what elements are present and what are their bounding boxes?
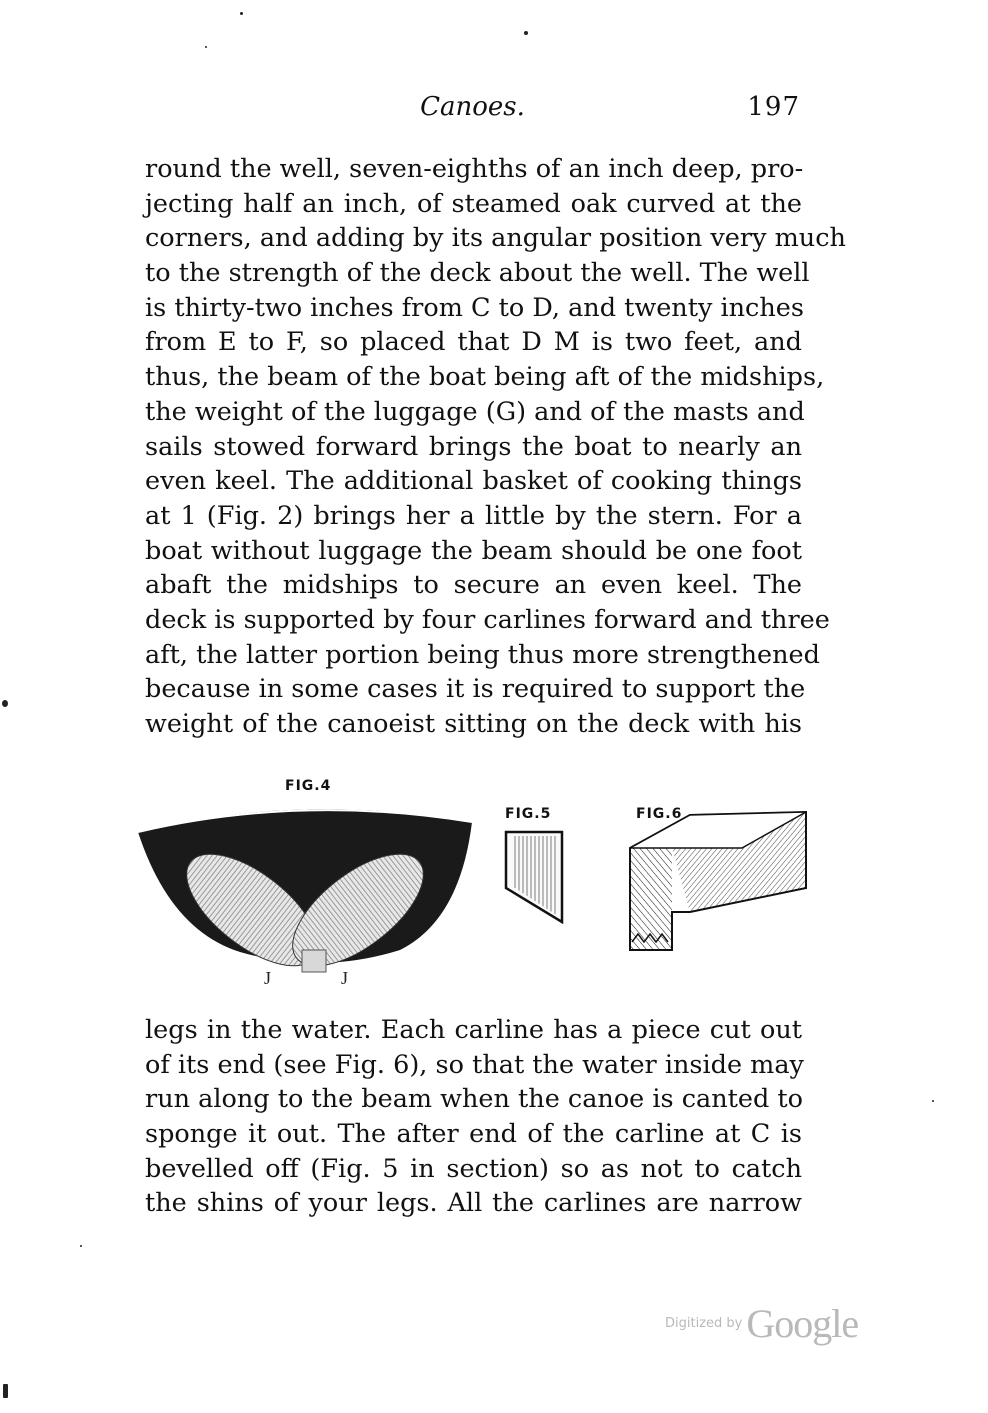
watermark-prefix: Digitized by — [665, 1316, 743, 1331]
text-line: deck is supported by four carlines forward and three — [145, 604, 830, 635]
text-line: the weight of the luggage (G) and of the masts and — [145, 396, 805, 427]
scan-speck — [205, 46, 207, 48]
paragraph-top — [145, 152, 846, 742]
text-line: weight of the canoeist sitting on the deck with his — [145, 709, 802, 739]
text-line: is thirty-two inches from C to D, and twenty inches — [145, 292, 804, 323]
page-number: 197 — [747, 92, 800, 122]
watermark-brand: Google — [746, 1301, 859, 1346]
fig4-canoe-section — [138, 809, 472, 986]
text-line: jecting half an inch, of steamed oak curved at the — [145, 188, 802, 219]
text-line: because in some cases it is required to support the — [145, 674, 806, 705]
text-line: to the strength of the deck about the well. The well — [145, 258, 810, 289]
fig5-label: FIG.5 — [505, 806, 552, 822]
text-line: aft, the latter portion being thus more strengthened — [145, 639, 820, 670]
figures-row — [130, 770, 830, 1000]
scan-speck — [80, 1245, 82, 1247]
figure-illustrations — [130, 770, 830, 1000]
text-line: thus, the beam of the boat being aft of the midships, — [145, 362, 825, 393]
running-title: Canoes. — [420, 92, 525, 122]
fig5-carline-section — [506, 832, 562, 922]
scan-speck — [3, 1384, 8, 1398]
text-line: corners, and adding by its angular position very much — [145, 223, 846, 254]
text-line: at 1 (Fig. 2) brings her a little by the stern. For a — [145, 500, 802, 531]
text-line: sponge it out. The after end of the carline at C is — [145, 1119, 802, 1150]
text-line: from E to F, so placed that D M is two feet, and — [145, 327, 802, 358]
text-line: sails stowed forward brings the boat to nearly an — [145, 431, 802, 462]
fig4-label: FIG.4 — [285, 778, 332, 794]
fig6-label: FIG.6 — [636, 806, 683, 822]
scan-speck — [2, 700, 8, 707]
text-line: legs in the water. Each carline has a piece cut out — [145, 1015, 802, 1045]
paragraph-bottom — [145, 1013, 802, 1221]
text-line: the shins of your legs. All the carlines are narrow — [145, 1188, 802, 1219]
digitized-watermark — [665, 1300, 858, 1347]
text-line: bevelled off (Fig. 5 in section) so as not to catch — [145, 1153, 802, 1184]
text-line: boat without luggage the beam should be one foot — [145, 535, 802, 566]
text-line: even keel. The additional basket of cooking things — [145, 466, 802, 497]
scan-speck — [524, 31, 528, 35]
fig4-letter-right: J — [341, 968, 349, 988]
text-line: run along to the beam when the canoe is canted to — [145, 1084, 803, 1115]
text-line: round the well, seven-eighths of an inch deep, pro- — [145, 154, 804, 184]
fig4-letter-left: J — [264, 968, 272, 988]
scan-speck — [240, 12, 243, 15]
running-head — [145, 92, 800, 132]
text-line: abaft the midships to secure an even keel. The — [145, 570, 802, 601]
scan-speck — [932, 1100, 934, 1102]
fig6-carline-end — [630, 812, 806, 950]
text-line: of its end (see Fig. 6), so that the water inside may — [145, 1049, 804, 1080]
